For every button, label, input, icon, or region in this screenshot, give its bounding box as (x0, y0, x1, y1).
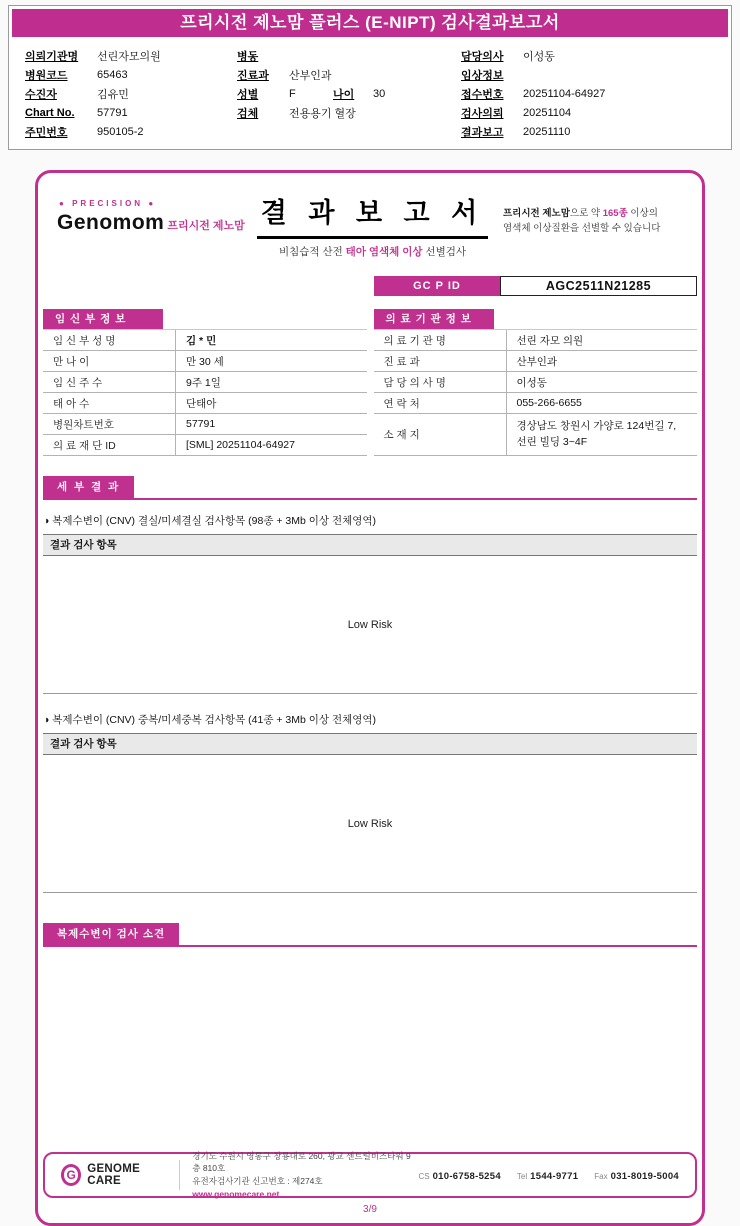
patient-info-col2 (237, 46, 461, 141)
table-row: 임 신 주 수 9주 1일 (43, 372, 367, 393)
field-label: 수진자 (25, 88, 57, 101)
field-label: 나이 (333, 88, 355, 101)
field-value: 30 (373, 87, 386, 100)
cs-contact: CS 010-6758-5254 (418, 1171, 501, 1182)
cnv-deletion-title: ◑ 복제수변이 (CNV) 결실/미세결실 검사항목 (98종 + 3Mb 이상 전체영역) (43, 515, 377, 527)
genomecare-logo-icon: G (61, 1164, 81, 1186)
screening-tagline: 프리시전 제노맘으로 약 165종 이상의 염색체 이상질환을 선별할 수 있습니다 (503, 208, 661, 234)
info-row-ward (237, 46, 461, 65)
mother-info-table (43, 309, 367, 456)
field-value: 선린자모의원 (97, 50, 161, 63)
report-main-title: 프리시전 제노맘 플러스 (E-NIPT) 검사결과보고서 (12, 9, 728, 37)
field-value: 전용용기 혈장 (289, 107, 356, 120)
fax-contact: Fax 031-8019-5004 (594, 1171, 679, 1182)
card-subtitle: 비침습적 산전 태아 염색체 이상 선별검사 (278, 246, 467, 258)
card-title: 결 과 보 고 서 (257, 191, 488, 239)
patient-info-col3 (461, 46, 715, 141)
info-row-request-date (461, 103, 715, 122)
logo-dot-icon: ● (148, 199, 157, 208)
field-label: 검사의뢰 (461, 107, 504, 120)
field-label: 주민번호 (25, 126, 68, 139)
field-value: 57791 (97, 106, 128, 119)
field-value: 이성동 (523, 50, 555, 63)
website-url: www.genomecare.net (192, 1188, 280, 1199)
field-label: 임상정보 (461, 69, 504, 82)
field-label: Chart No. (25, 106, 75, 119)
address-line: 경기도 수원시 영통구 창룡대로 260, 광교 센트럴비즈타워 9층 810호 (192, 1150, 411, 1174)
field-value: 20251110 (523, 125, 571, 138)
info-row-doctor (461, 46, 715, 65)
cnv-opinion-section-header (43, 923, 697, 947)
clinic-info-table-header: 의 료 기 관 정 보 (374, 309, 494, 329)
blank-opinion-area (43, 947, 697, 1152)
table-row: 소 재 지 경상남도 창원시 가양로 124번길 7, 선린 빌딩 3~4F (374, 414, 698, 456)
table-row: 태 아 수 단태아 (43, 393, 367, 414)
table-row: 의 료 기 관 명 선린 자모 의원 (374, 330, 698, 351)
footer-address (192, 1150, 418, 1201)
mother-info-table-header: 임 신 부 정 보 (43, 309, 163, 329)
info-row-chart-no (25, 103, 237, 122)
cnv-deletion-section (43, 513, 697, 694)
patient-info-grid (12, 37, 728, 143)
result-report-card (35, 170, 705, 1226)
gcpid-value: AGC2511N21285 (500, 276, 697, 296)
license-line: 유전자검사기관 신고번호 : 제274호 (192, 1176, 323, 1186)
gcpid-label: GC P ID (374, 276, 500, 296)
field-value: 20251104-64927 (523, 87, 606, 100)
table-row: 담 당 의 사 명 이성동 (374, 372, 698, 393)
table-row: 의 료 재 단 ID [SML] 20251104-64927 (43, 435, 367, 456)
info-row-department (237, 65, 461, 84)
brand-line (57, 211, 245, 235)
detail-results-section-header (43, 476, 697, 500)
field-value: 65463 (97, 68, 128, 81)
page-number: 3/9 (363, 1204, 377, 1215)
precision-label: PRECISION (72, 199, 144, 208)
info-row-receipt-no (461, 84, 715, 103)
field-label: 성별 (237, 88, 259, 101)
cnv-duplication-column-header: 결과 검사 항목 (43, 733, 697, 755)
table-row: 병원차트번호 57791 (43, 414, 367, 435)
info-row-resident-no (25, 122, 237, 141)
field-label: 병동 (237, 50, 259, 63)
field-label: 담당의사 (461, 50, 504, 63)
info-row-patient-name (25, 84, 237, 103)
tel-contact: Tel 1544-9771 (516, 1171, 579, 1182)
field-value: 김유민 (97, 88, 129, 101)
info-row-specimen (237, 103, 461, 122)
field-value: 20251104 (523, 106, 572, 119)
genomecare-logo (61, 1163, 167, 1187)
footer-divider (179, 1160, 180, 1190)
field-value: F (289, 87, 296, 100)
table-row: 진 료 과 산부인과 (374, 351, 698, 372)
info-tables-row (43, 309, 697, 456)
field-label: 검체 (237, 107, 259, 120)
genomecare-logo-text: GENOME CARE (87, 1163, 141, 1187)
table-row: 임 신 부 성 명 김 * 민 (43, 330, 367, 351)
field-label: 병원코드 (25, 69, 68, 82)
info-row-clinical-info (461, 65, 715, 84)
genomecare-footer (43, 1152, 697, 1198)
card-title-block (242, 191, 503, 260)
cnv-duplication-result-area (43, 755, 697, 893)
genomom-logo (57, 191, 245, 260)
clinic-info-table (374, 309, 698, 456)
patient-info-col1 (25, 46, 237, 141)
precision-badge (59, 199, 242, 208)
cnv-deletion-result-area (43, 556, 697, 694)
cnv-deletion-column-header: 결과 검사 항목 (43, 534, 697, 556)
card-header (43, 173, 697, 260)
brand-name-korean: 프리시전 제노맘 (167, 220, 245, 232)
cnv-duplication-title: ◑ 복제수변이 (CNV) 중복/미세중복 검사항목 (41종 + 3Mb 이상 전체영역) (43, 714, 377, 726)
footer-contacts (418, 1166, 679, 1184)
field-value: 950105-2 (97, 125, 144, 138)
patient-header-block (8, 5, 732, 150)
section-label: 복제수변이 검사 소견 (43, 923, 179, 945)
info-row-referring-org (25, 46, 237, 65)
info-row-report-date (461, 122, 715, 141)
section-label: 세 부 결 과 (43, 476, 134, 498)
info-row-hospital-code (25, 65, 237, 84)
field-label: 결과보고 (461, 126, 504, 139)
table-row: 만 나 이 만 30 세 (43, 351, 367, 372)
brand-name: Genomom (57, 211, 165, 234)
field-value: 산부인과 (289, 69, 332, 82)
cnv-duplication-section (43, 712, 697, 893)
result-value: Low Risk (347, 618, 393, 631)
table-row: 연 락 처 055-266-6655 (374, 393, 698, 414)
field-label: 진료과 (237, 69, 269, 82)
info-row-sex-age (237, 84, 461, 103)
result-value: Low Risk (347, 817, 393, 830)
gcpid-row (43, 276, 697, 296)
field-label: 접수번호 (461, 88, 504, 101)
logo-dot-icon: ● (59, 199, 67, 208)
field-label: 의뢰기관명 (25, 50, 79, 63)
